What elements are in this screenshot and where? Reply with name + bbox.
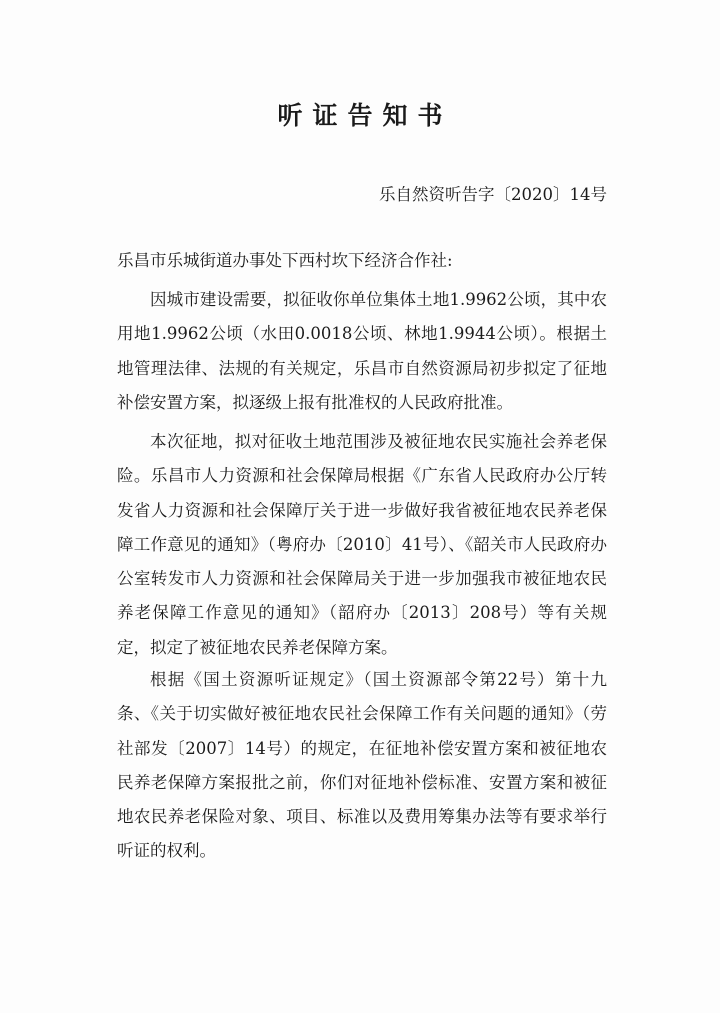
addressee: 乐昌市乐城街道办事处下西村坎下经济合作社: bbox=[117, 251, 453, 270]
body-paragraph-2: 本次征地，拟对征收土地范围涉及被征地农民实施社会养老保险。乐昌市人力资源和社会保障局根据《广东省人民政府办公厅转发省人力资源和社会保障厅关于进一步做好我省被征地农民养老保障工作意见的通知》（粤府办〔2010〕41号）、《韶关市人民政府办公室转发市人力资源和社会保障局关于进一步加强我市被征地农民养老保障工作意见的通知》（韶府办〔2013〕208号）等有关规定，拟定了被征地农民养老保障方案。 bbox=[117, 432, 607, 657]
body-paragraph-1: 因城市建设需要，拟征收你单位集体土地1.9962公顷，其中农用地1.9962公顷（水田0.0018公顷、林地1.9944公顷）。根据土地管理法律、法规的有关规定，乐昌市自然资源局初步拟定了征地补偿安置方案，拟逐级上报有批准权的人民政府批准。 bbox=[117, 290, 607, 412]
body-paragraph-3: 根据《国土资源听证规定》（国土资源部令第22号）第十九条、《关于切实做好被征地农民社会保障工作有关问题的通知》（劳社部发〔2007〕14号）的规定，在征地补偿安置方案和被征地农民养老保障方案报批之前，你们对征地补偿标准、安置方案和被征地农民养老保险对象、项目、标准以及费用筹集办法等有要求举行听证的权利。 bbox=[117, 670, 607, 861]
document-number: 乐自然资听告字〔2020〕14号 bbox=[379, 185, 607, 204]
document-title: 听证告知书 bbox=[277, 101, 453, 130]
